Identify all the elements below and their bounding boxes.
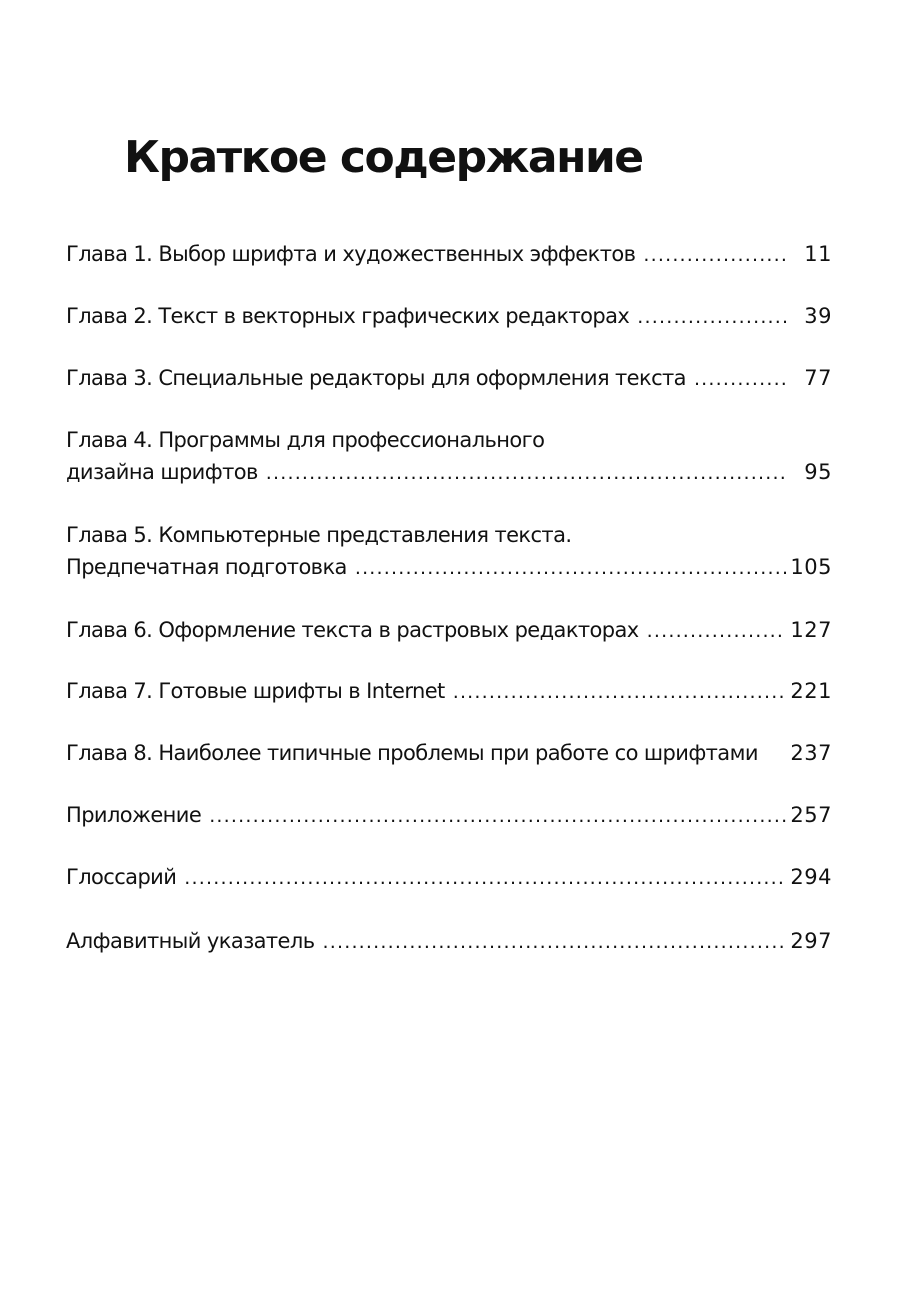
dot-leader (453, 676, 787, 708)
toc-entry-title: Глава 6. Оформление текста в растровых редакторах (66, 618, 639, 642)
toc-entry-glossary[interactable] (66, 861, 832, 894)
toc-entry-title: Глоссарий (66, 865, 177, 889)
toc-entry-title: Предпечатная подготовка (66, 555, 347, 579)
toc-entry-page: 297 (790, 929, 832, 953)
toc-entry-page: 95 (804, 460, 832, 484)
toc-entry-chapter-6[interactable] (66, 614, 832, 647)
toc-entry-chapter-7[interactable] (66, 675, 832, 708)
toc-entry-index[interactable] (66, 925, 832, 958)
toc-entry-page: 237 (790, 741, 832, 765)
dot-leader (637, 301, 788, 333)
toc-entry-page: 11 (804, 242, 832, 266)
toc-entry-title: Глава 1. Выбор шрифта и художественных эффектов (66, 242, 636, 266)
dot-leader (322, 926, 786, 958)
dot-leader (355, 552, 787, 584)
toc-entry-page: 221 (790, 679, 832, 703)
toc-entry-chapter-5[interactable] (66, 519, 832, 584)
toc-entry-title: Алфавитный указатель (66, 929, 315, 953)
toc-entry-title-line1: Глава 5. Компьютерные представления текста. (66, 523, 572, 547)
toc-entry-title: Глава 8. Наиболее типичные проблемы при работе со шрифтами (66, 741, 758, 765)
toc-entry-title: Глава 3. Специальные редакторы для оформления текста (66, 366, 686, 390)
dot-leader (643, 239, 788, 271)
toc-entry-chapter-3[interactable] (66, 362, 832, 395)
toc-entry-page: 105 (790, 555, 832, 579)
toc-entry-page: 39 (804, 304, 832, 328)
toc-entry-page: 294 (790, 865, 832, 889)
toc-entry-chapter-8[interactable] (66, 737, 832, 769)
toc-entry-page: 127 (790, 618, 832, 642)
toc-entry-chapter-4[interactable] (66, 424, 832, 489)
dot-leader (694, 363, 788, 395)
dot-leader (266, 457, 788, 489)
toc-entry-title: Глава 7. Готовые шрифты в Internet (66, 679, 445, 703)
dot-leader (647, 615, 787, 647)
toc-entry-title: Приложение (66, 803, 202, 827)
toc-entry-title: дизайна шрифтов (66, 460, 258, 484)
toc-entry-page: 257 (790, 803, 832, 827)
dot-leader (184, 862, 786, 894)
toc-entry-chapter-1[interactable] (66, 238, 832, 271)
toc-entry-chapter-2[interactable] (66, 300, 832, 333)
dot-leader (209, 800, 786, 832)
toc-entry-appendix[interactable] (66, 799, 832, 832)
toc-entry-title: Глава 2. Текст в векторных графических редакторах (66, 304, 630, 328)
toc-entry-title-line1: Глава 4. Программы для профессионального (66, 428, 545, 452)
page-title: Краткое содержание (124, 132, 643, 183)
toc-entry-page: 77 (804, 366, 832, 390)
